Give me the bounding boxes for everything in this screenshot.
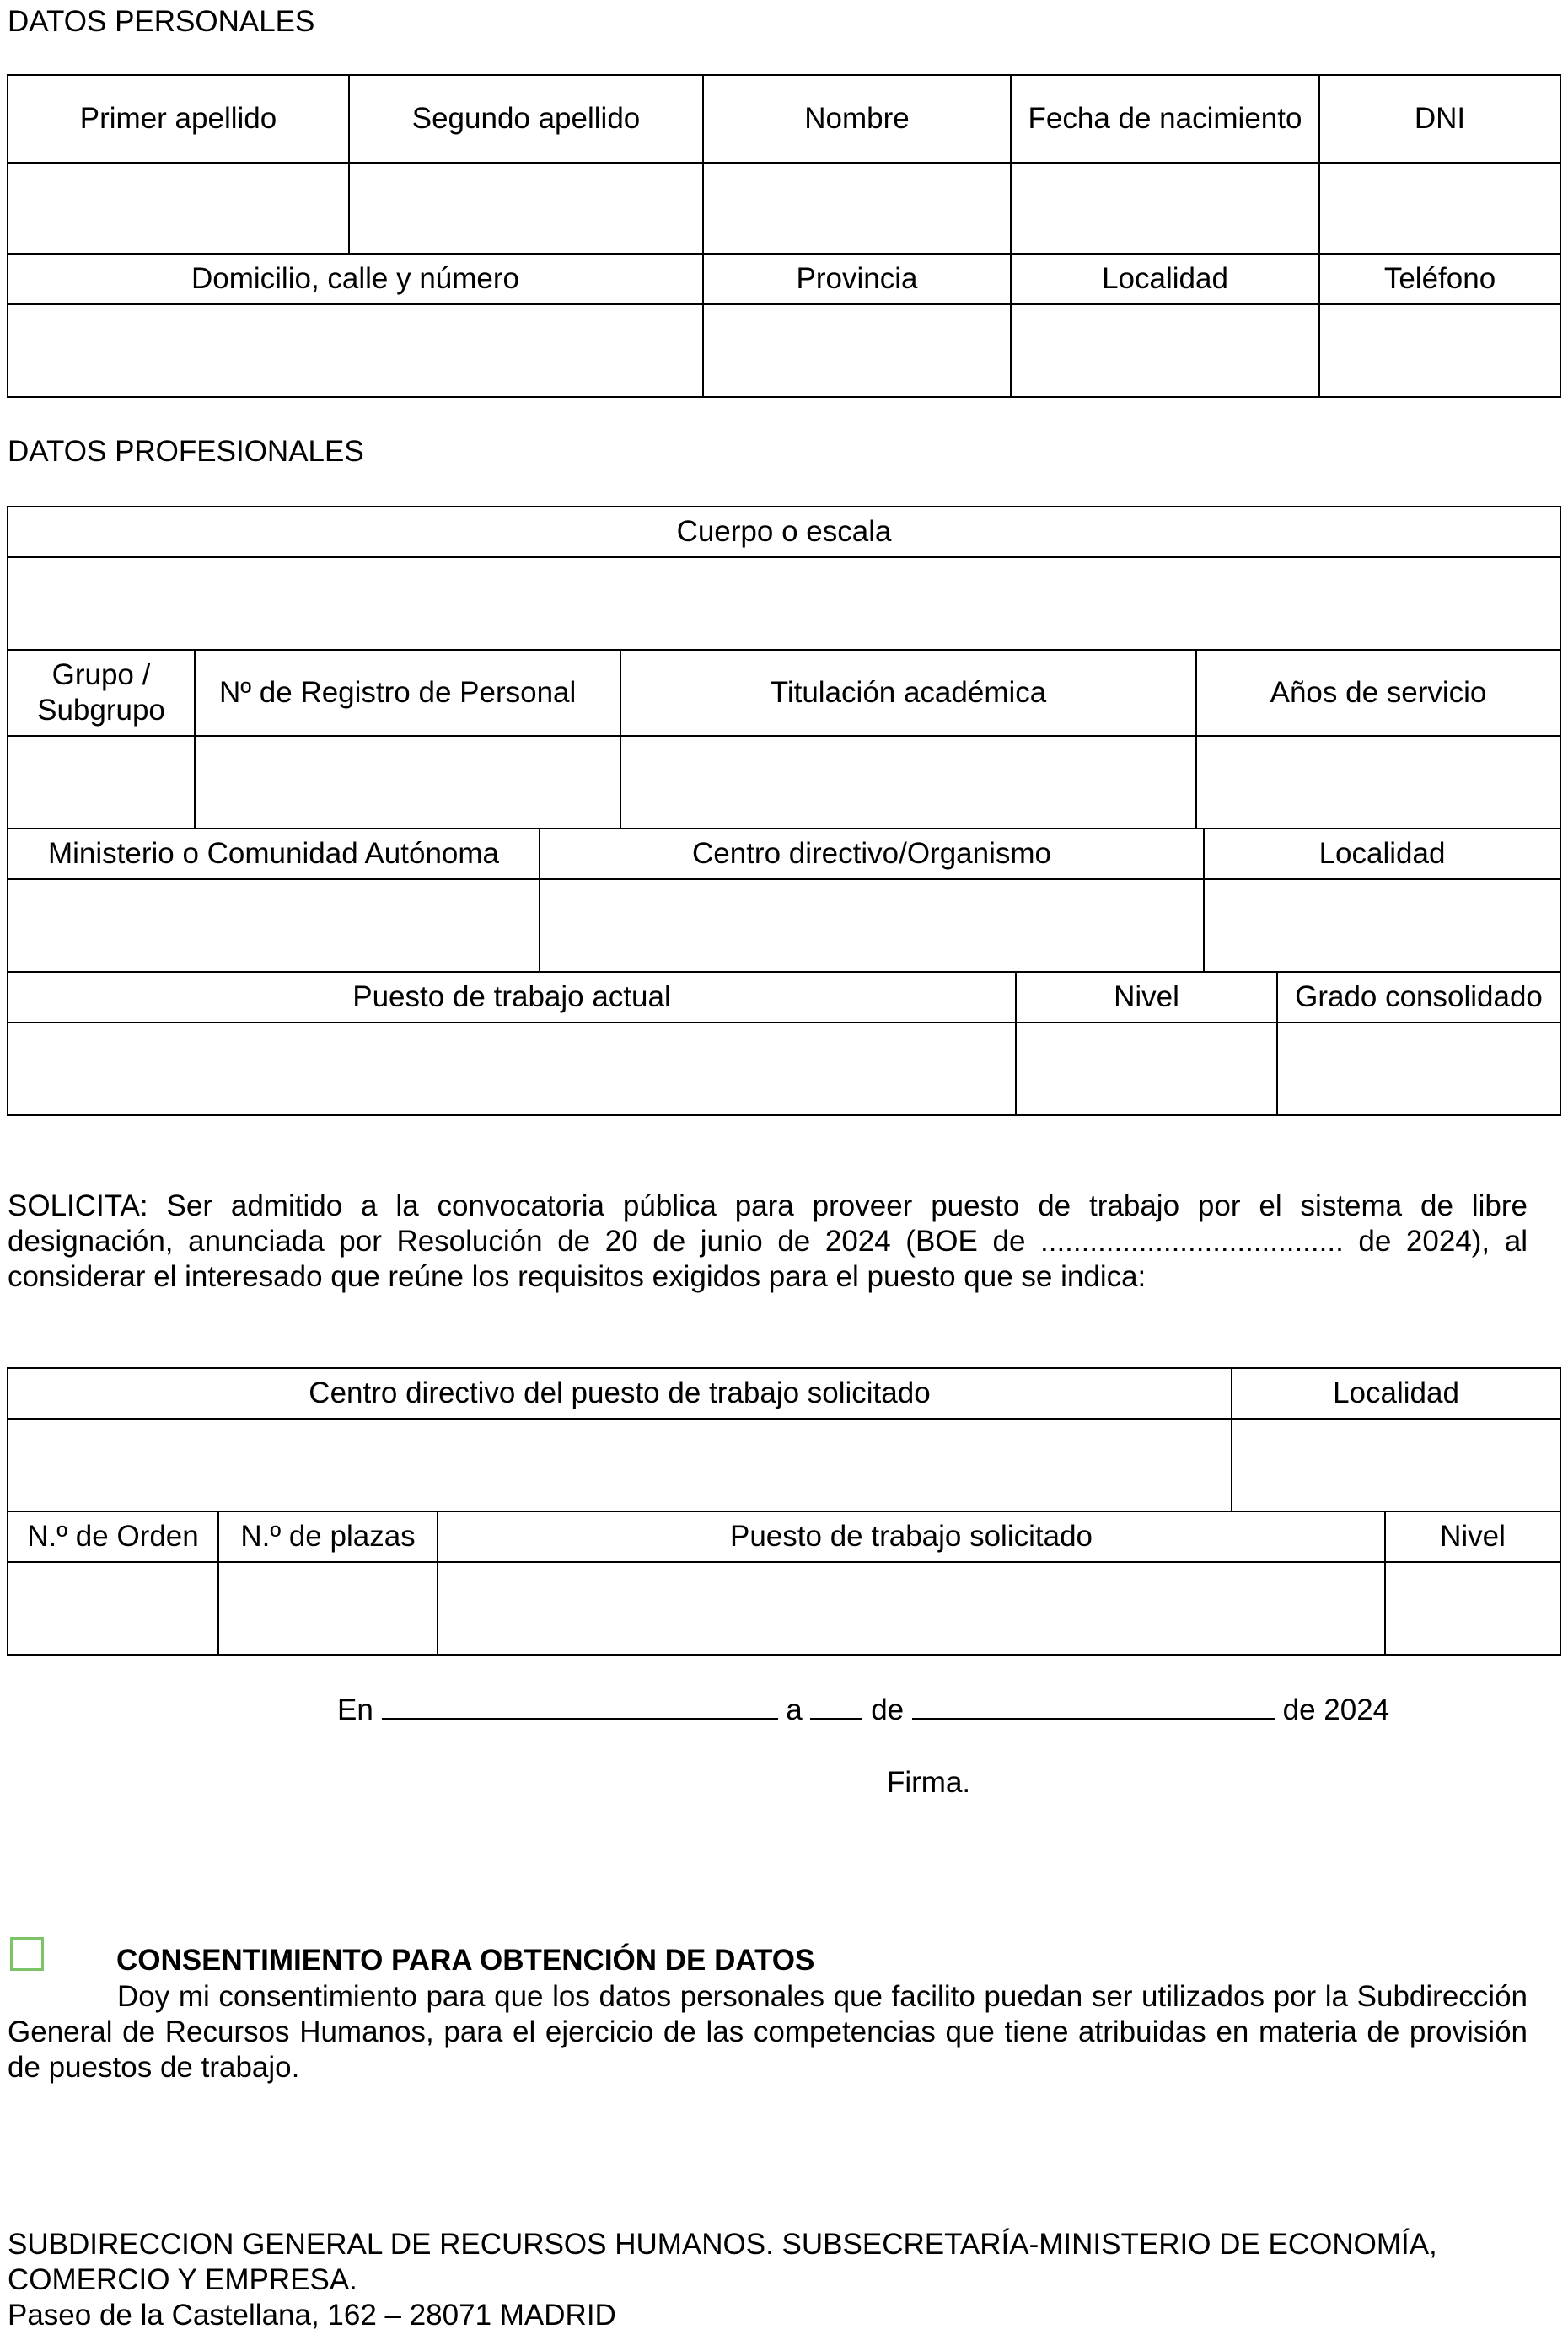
header-primer-apellido: Primer apellido — [8, 75, 349, 163]
header-localidad-prof: Localidad — [1204, 829, 1560, 879]
field-day[interactable] — [810, 1693, 862, 1720]
field-nivel-solicitado[interactable] — [1385, 1562, 1560, 1655]
solicita-paragraph: SOLICITA: Ser admitido a la convocatoria pública para proveer puesto de trabajo por el sistema de libre designación, anunciada por Resolución de 20 de junio de 2024 (BOE de ..................................... de 2024), al considerar el interesado que reúne los requisitos exigidos para el puesto que se indica: — [8, 1189, 1528, 1293]
requested-center-table — [7, 1367, 1561, 1512]
field-puesto-solicitado[interactable] — [438, 1562, 1385, 1655]
field-fecha-nacimiento[interactable] — [1011, 163, 1319, 254]
label-a: a — [786, 1693, 803, 1726]
field-segundo-apellido[interactable] — [349, 163, 703, 254]
field-place[interactable] — [382, 1693, 778, 1720]
header-registro-personal: Nº de Registro de Personal — [195, 650, 620, 736]
header-localidad: Localidad — [1011, 254, 1319, 304]
header-centro-solicitado: Centro directivo del puesto de trabajo solicitado — [8, 1368, 1232, 1419]
field-domicilio[interactable] — [8, 304, 703, 397]
header-fecha-nacimiento: Fecha de nacimiento — [1011, 75, 1319, 163]
field-localidad-prof[interactable] — [1204, 879, 1560, 972]
header-puesto-actual: Puesto de trabajo actual — [8, 972, 1016, 1022]
field-grado-consolidado[interactable] — [1277, 1022, 1560, 1115]
personal-data-table — [7, 74, 1561, 398]
professional-data-table — [7, 506, 1561, 829]
header-puesto-solicitado: Puesto de trabajo solicitado — [438, 1511, 1385, 1562]
header-cuerpo-escala: Cuerpo o escala — [8, 507, 1560, 557]
current-post-table — [7, 971, 1561, 1116]
signature-date-line — [337, 1693, 1389, 1728]
label-en: En — [337, 1693, 373, 1726]
header-segundo-apellido: Segundo apellido — [349, 75, 703, 163]
header-centro-directivo: Centro directivo/Organismo — [540, 829, 1204, 879]
signature-label: Firma. — [887, 1766, 971, 1799]
field-localidad-solicitada[interactable] — [1232, 1419, 1560, 1511]
header-nivel-actual: Nivel — [1016, 972, 1277, 1022]
section-title-professional: DATOS PROFESIONALES — [8, 435, 364, 468]
header-grado-consolidado: Grado consolidado — [1277, 972, 1560, 1022]
header-grupo-subgrupo: Grupo / Subgrupo — [8, 650, 195, 736]
field-ministerio[interactable] — [8, 879, 540, 972]
header-dni: DNI — [1319, 75, 1560, 163]
field-centro-solicitado[interactable] — [8, 1419, 1232, 1511]
field-month[interactable] — [912, 1693, 1275, 1720]
section-title-personal: DATOS PERSONALES — [8, 5, 315, 38]
field-numero-orden[interactable] — [8, 1562, 218, 1655]
header-nombre: Nombre — [703, 75, 1011, 163]
field-registro-personal[interactable] — [195, 736, 620, 829]
header-numero-orden: N.º de Orden — [8, 1511, 218, 1562]
requested-post-table — [7, 1511, 1561, 1656]
field-localidad[interactable] — [1011, 304, 1319, 397]
consent-checkbox[interactable] — [10, 1937, 44, 1971]
field-nombre[interactable] — [703, 163, 1011, 254]
footer-line2: Paseo de la Castellana, 162 – 28071 MADRID — [8, 2299, 616, 2332]
header-ministerio: Ministerio o Comunidad Autónoma — [8, 829, 540, 879]
field-primer-apellido[interactable] — [8, 163, 349, 254]
header-localidad-solicitada: Localidad — [1232, 1368, 1560, 1419]
header-anos-servicio: Años de servicio — [1196, 650, 1560, 736]
field-anos-servicio[interactable] — [1196, 736, 1560, 829]
field-titulacion[interactable] — [620, 736, 1196, 829]
field-puesto-actual[interactable] — [8, 1022, 1016, 1115]
field-provincia[interactable] — [703, 304, 1011, 397]
field-grupo-subgrupo[interactable] — [8, 736, 195, 829]
consent-title: CONSENTIMIENTO PARA OBTENCIÓN DE DATOS — [116, 1944, 815, 1977]
field-telefono[interactable] — [1319, 304, 1560, 397]
header-domicilio: Domicilio, calle y número — [8, 254, 703, 304]
header-provincia: Provincia — [703, 254, 1011, 304]
field-dni[interactable] — [1319, 163, 1560, 254]
label-year: de 2024 — [1282, 1693, 1390, 1726]
footer-line1: SUBDIRECCION GENERAL DE RECURSOS HUMANOS. SUBSECRETARÍA-MINISTERIO DE ECONOMÍA, COMERCIO Y EMPRESA. — [8, 2228, 1437, 2296]
header-nivel-solicitado: Nivel — [1385, 1511, 1560, 1562]
label-de: de — [871, 1693, 905, 1726]
field-nivel-actual[interactable] — [1016, 1022, 1277, 1115]
field-numero-plazas[interactable] — [218, 1562, 438, 1655]
professional-location-table — [7, 828, 1561, 973]
field-centro-directivo[interactable] — [540, 879, 1204, 972]
header-numero-plazas: N.º de plazas — [218, 1511, 438, 1562]
consent-text: Doy mi consentimiento para que los datos personales que facilito puedan ser utilizados por la Subdirección General de Recursos Humanos, para el ejercicio de las competencias que tiene atribuidas en materia de provisión de puestos de trabajo. — [8, 1980, 1528, 2084]
field-cuerpo-escala[interactable] — [8, 557, 1560, 650]
header-telefono: Teléfono — [1319, 254, 1560, 304]
header-titulacion: Titulación académica — [620, 650, 1196, 736]
